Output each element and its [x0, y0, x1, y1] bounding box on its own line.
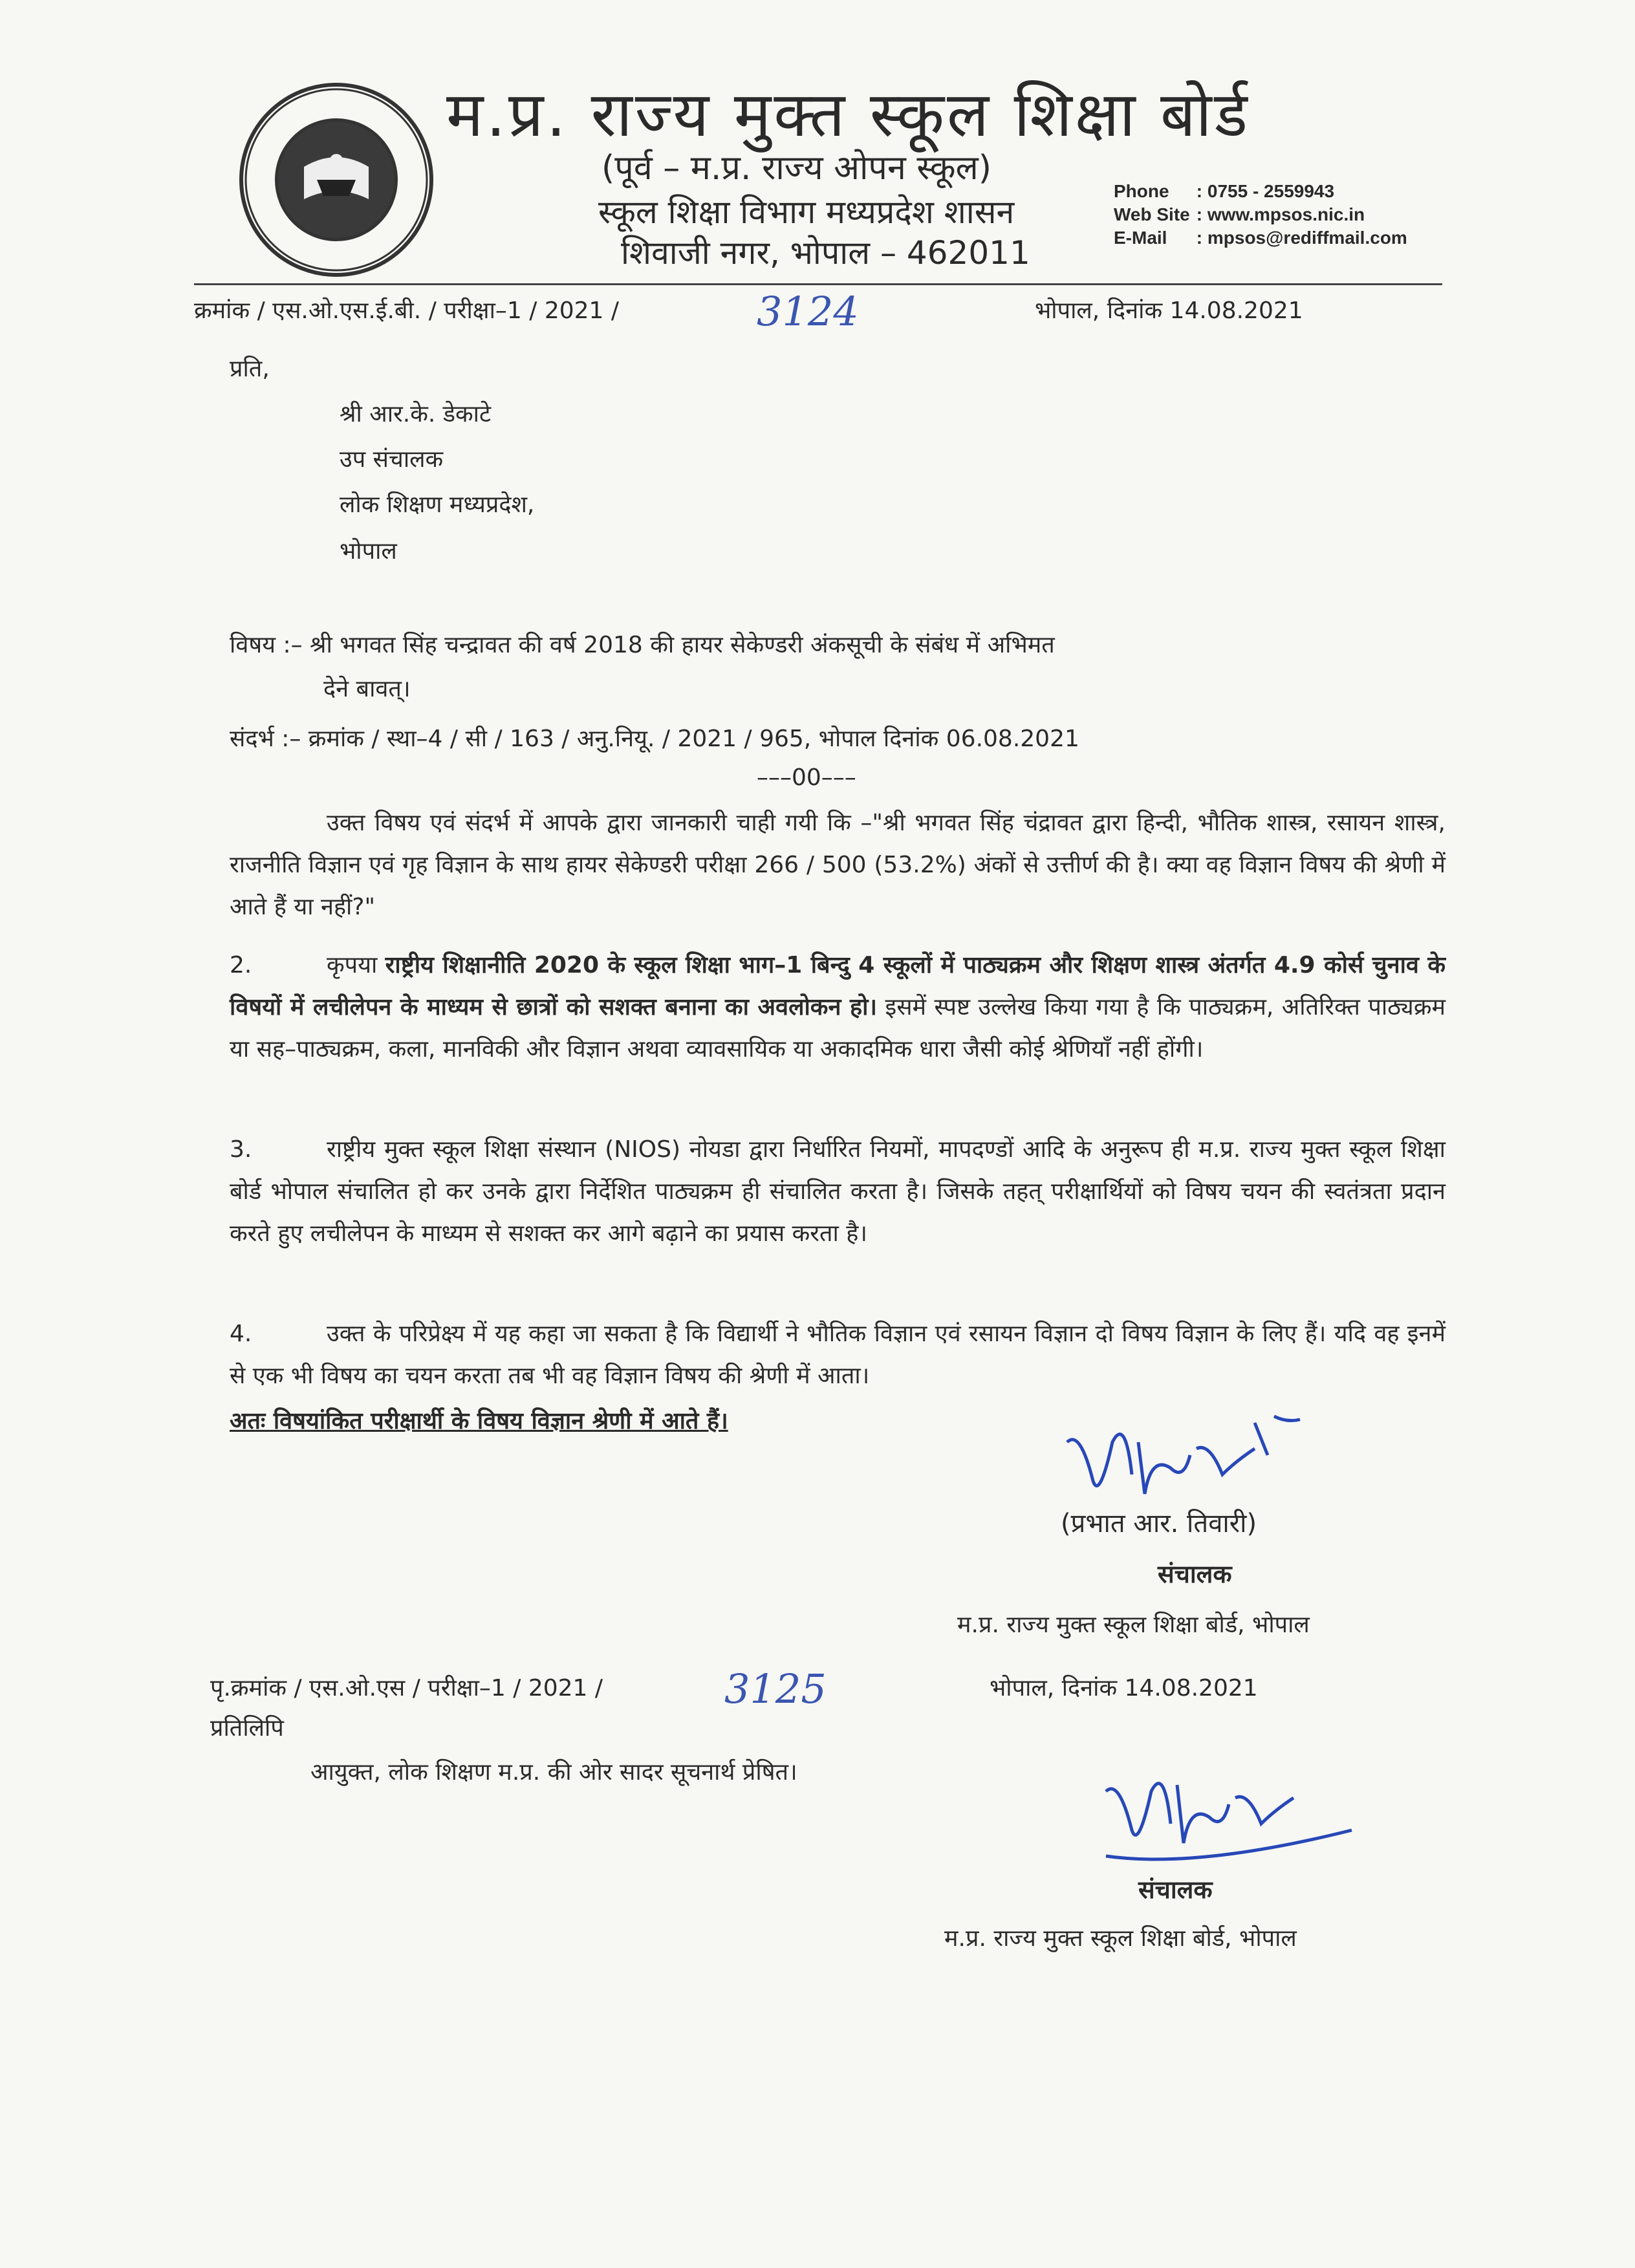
recipient-line-4: भोपाल [340, 538, 397, 565]
seal-center-emblem [275, 118, 398, 241]
handwritten-copy-number: 3125 [724, 1665, 827, 1712]
paragraph-4-number: 4. [230, 1321, 252, 1347]
handwritten-signature-2 [1099, 1759, 1358, 1875]
recipient-line-1: श्री आर.के. डेकाटे [340, 401, 492, 427]
phone-value: : 0755 - 2559943 [1196, 181, 1335, 201]
board-address: शिवाजी नगर, भोपाल – 462011 [621, 234, 1030, 272]
paragraph-4 [230, 1313, 1446, 1397]
divider-mark: –––00––– [757, 764, 856, 791]
board-title: म.प्र. राज्य मुक्त स्कूल शिक्षा बोर्ड [446, 78, 1250, 151]
letterhead-divider [194, 283, 1442, 285]
copy-reference-number: पृ.क्रमांक / एस.ओ.एस / परीक्षा–1 / 2021 / [210, 1675, 603, 1701]
copy-signatory-organization: म.प्र. राज्य मुक्त स्कूल शिक्षा बोर्ड, भोपाल [944, 1925, 1297, 1952]
paragraph-4-text: उक्त के परिप्रेक्ष्य में यह कहा जा सकता है कि विद्यार्थी ने भौतिक विज्ञान एवं रसायन विज्ञान दो विषय विज्ञान के लिए हैं। यदि वह इनमें से एक भी विषय का चयन करता तब भी वह विज्ञान विषय की श्रेणी में आता। [230, 1321, 1446, 1389]
signatory-designation: संचालक [1158, 1560, 1232, 1588]
contact-block [1114, 180, 1407, 250]
copy-signatory-designation: संचालक [1138, 1875, 1213, 1904]
website-label: Web Site [1114, 204, 1190, 224]
website-value: : www.mpsos.nic.in [1196, 204, 1365, 224]
paragraph-3-text: राष्ट्रीय मुक्त स्कूल शिक्षा संस्थान (NIOS) नोयडा द्वारा निर्धारित नियमों, मापदण्डों आदि के अनुरूप ही म.प्र. राज्य मुक्त स्कूल शिक्षा बोर्ड भोपाल संचालित हो कर उनके द्वारा निर्देशित पाठ्यक्रम ही संचालित करता है। जिसके तहत् परीक्षार्थियों को विषय चयन की स्वतंत्रता प्रदान करते हुए लचीलेपन के माध्यम से सशक्त कर आगे बढ़ाने का प्रयास करता है। [230, 1136, 1446, 1247]
paragraph-1: उक्त विषय एवं संदर्भ में आपके द्वारा जानकारी चाही गयी कि –"श्री भगवत सिंह चंद्रावत द्वारा हिन्दी, भौतिक शास्त्र, रसायन शास्त्र, राजनीति विज्ञान एवं गृह विज्ञान के साथ हायर सेकेण्डरी परीक्षा 266 / 500 (53.2%) अंकों से उत्तीर्ण की है। क्या वह विज्ञान विषय की श्रेणी में आते हैं या नहीं?" [230, 810, 1446, 920]
letter-reference-number: क्रमांक / एस.ओ.एस.ई.बी. / परीक्षा–1 / 2021 / [194, 297, 620, 324]
phone-label: Phone [1114, 181, 1169, 201]
conclusion: अतः विषयांकित परीक्षार्थी के विषय विज्ञान श्रेणी में आते हैं। [230, 1408, 728, 1434]
board-subtitle: (पूर्व – म.प्र. राज्य ओपन स्कूल) [601, 149, 992, 188]
email-label: E-Mail [1114, 228, 1167, 248]
paragraph-2-number: 2. [230, 952, 252, 978]
letter-place-date: भोपाल, दिनांक 14.08.2021 [1035, 297, 1303, 324]
paragraph-2 [230, 944, 1446, 1070]
subject-line-1: विषय :– श्री भगवत सिंह चन्द्रावत की वर्ष 2018 की हायर सेकेण्डरी अंकसूची के संबंध में अभिमत [230, 632, 1055, 658]
lamp-book-icon [278, 122, 395, 238]
reference-line: संदर्भ :– क्रमांक / स्था–4 / सी / 163 / अनु.नियू. / 2021 / 965, भोपाल दिनांक 06.08.2021 [230, 726, 1079, 752]
handwritten-dispatch-number: 3124 [757, 288, 859, 335]
paragraph-2-bold: राष्ट्रीय शिक्षानीति 2020 के स्कूल शिक्षा भाग–1 बिन्दु 4 स्कूलों में पाठ्यक्रम और शिक्षण शास्त्र अंतर्गत 4.9 कोर्स चुनाव के विषयों में लचीलेपन के माध्यम से छात्रों को सशक्त बनाना का अवलोकन हो। [230, 952, 1446, 1021]
copy-label: प्रतिलिपि [210, 1715, 284, 1742]
recipient-line-3: लोक शिक्षण मध्यप्रदेश, [340, 491, 535, 518]
signatory-organization: म.प्र. राज्य मुक्त स्कूल शिक्षा बोर्ड, भोपाल [957, 1612, 1310, 1638]
paragraph-3-number: 3. [230, 1136, 252, 1163]
paragraph-2-lead: कृपया [327, 952, 378, 978]
paragraph-2-rest: इसमें स्पष्ट उल्लेख किया गया है कि पाठ्यक्रम, अतिरिक्त पाठ्यक्रम या सह–पाठ्यक्रम, कला, मानविकी और विज्ञान अथवा व्यावसायिक या अकादमिक धारा जैसी कोई श्रेणियाँ नहीं होंगी। [230, 994, 1446, 1063]
copy-place-date: भोपाल, दिनांक 14.08.2021 [990, 1675, 1258, 1701]
subject-line-2: देने बावत्। [323, 676, 411, 702]
email-value: : mpsos@rediffmail.com [1196, 228, 1407, 248]
paragraph-3 [230, 1129, 1446, 1255]
salutation: प्रति, [230, 356, 270, 382]
copy-recipient-line: आयुक्त, लोक शिक्षण म.प्र. की ओर सादर सूचनार्थ प्रेषित। [310, 1759, 797, 1786]
board-department: स्कूल शिक्षा विभाग मध्यप्रदेश शासन [598, 193, 1015, 231]
recipient-line-2: उप संचालक [340, 446, 444, 473]
signatory-name: (प्रभात आर. तिवारी) [1061, 1509, 1257, 1539]
